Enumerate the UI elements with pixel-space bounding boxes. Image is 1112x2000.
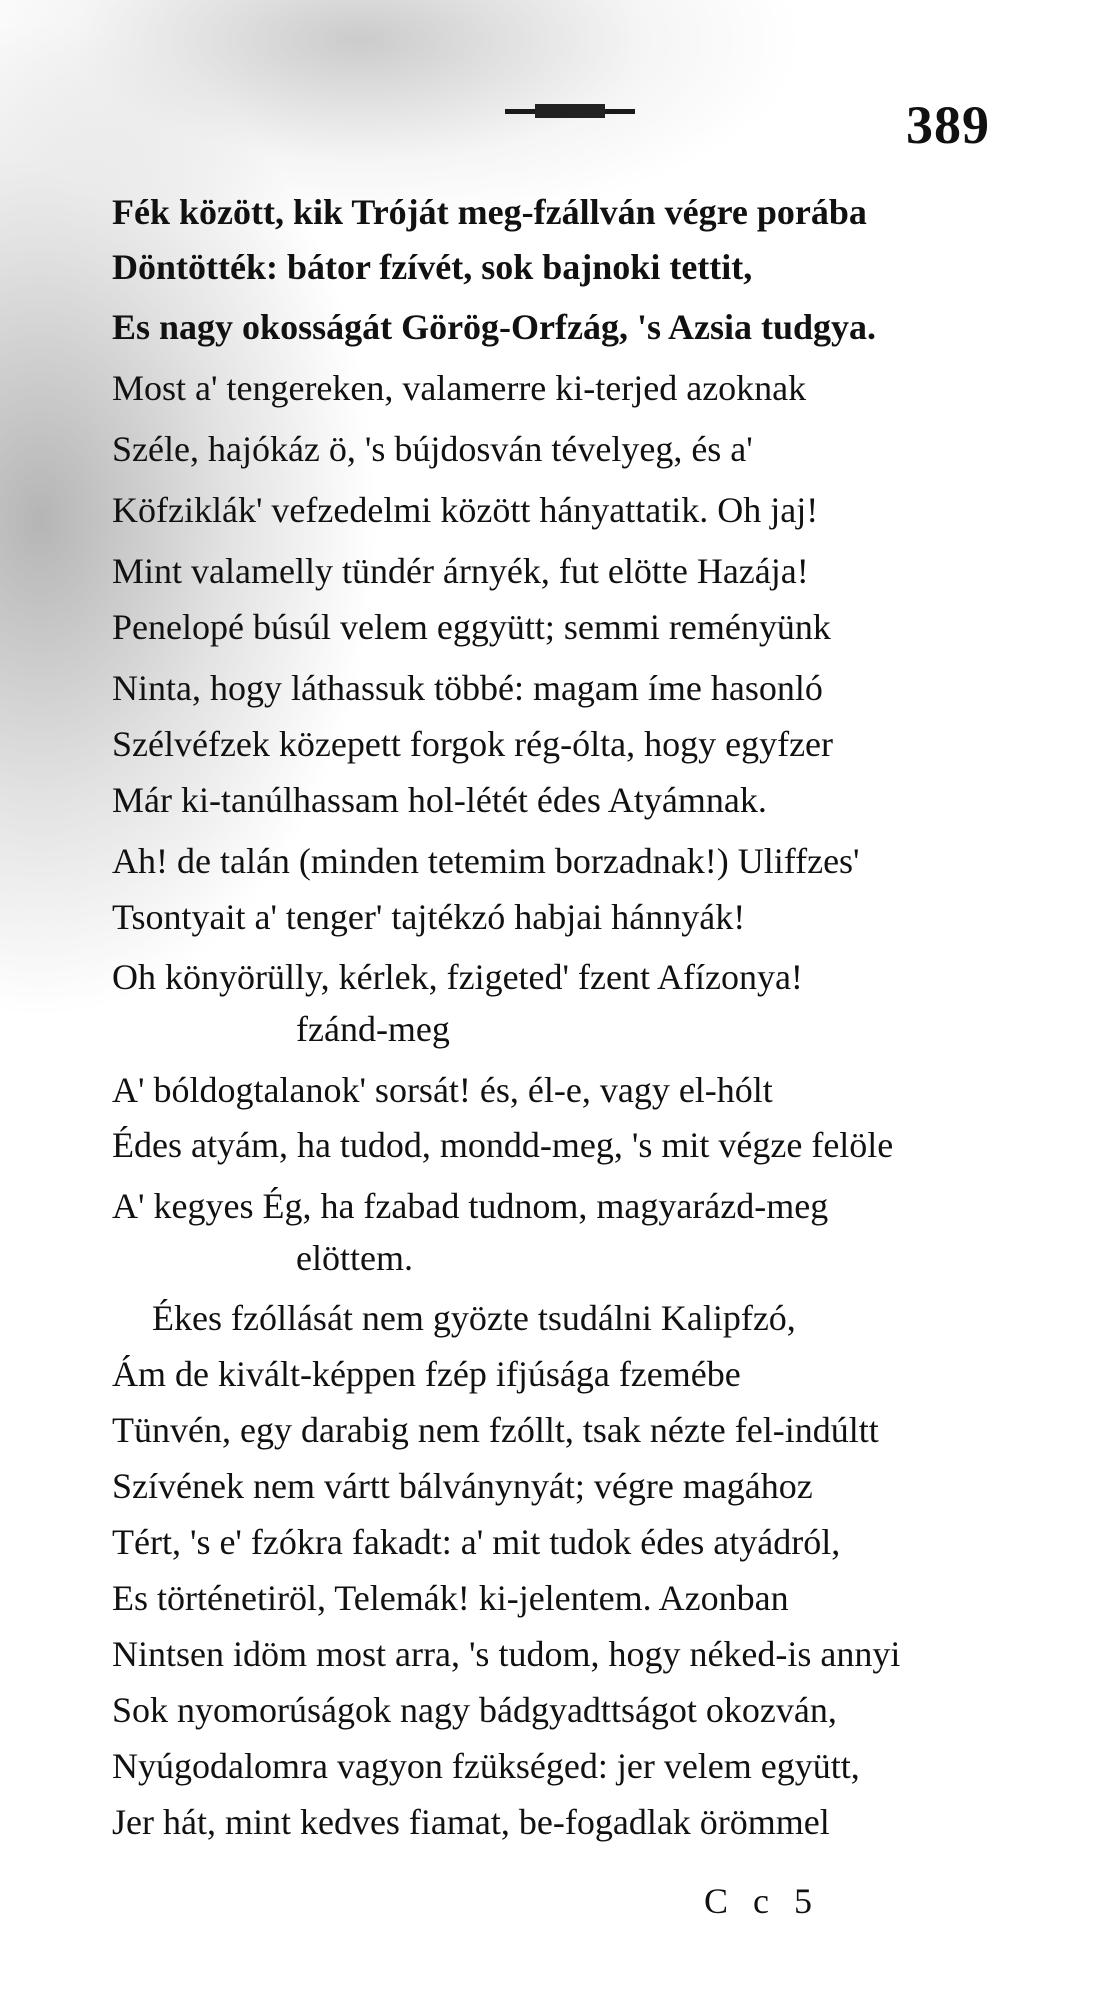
verse-line-16: Édes atyám, ha tudod, mondd-meg, 's mit végze felöle [112, 1125, 894, 1165]
verse-line-26: Nyúgodalomra vagyon fzükséged: jer velem együtt, [112, 1746, 860, 1786]
verse-line-19: Ám de kivált-képpen fzép ifjúsága fzemébe [112, 1354, 741, 1394]
verse-line-17-continuation: elöttem. [296, 1238, 413, 1278]
verse-line-17: A' kegyes Ég, ha fzabad tudnom, magyarázd-meg [112, 1186, 829, 1226]
verse-line-23: Es történetiröl, Telemák! ki-jelentem. Azonban [112, 1578, 789, 1618]
verse-line-22: Tért, 's e' fzókra fakadt: a' mit tudok édes atyádról, [112, 1522, 841, 1562]
verse-line-14-continuation: fzánd-meg [296, 1009, 450, 1049]
verse-line-18: Ékes fzóllását nem gyözte tsudálni Kalipfzó, [152, 1298, 796, 1338]
verse-line-14: Oh könyörülly, kérlek, fzigeted' fzent Afízonya! [112, 957, 803, 997]
verse-line-10: Szélvéfzek közepett forgok rég-ólta, hogy egyfzer [112, 724, 834, 764]
verse-line-25: Sok nyomorúságok nagy bádgyadttságot okozván, [112, 1690, 837, 1730]
header-ornament [505, 100, 635, 122]
verse-line-5: Széle, hajókáz ö, 's bújdosván tévelyeg, és a' [112, 429, 753, 469]
verse-line-4: Most a' tengereken, valamerre ki-terjed azoknak [112, 368, 807, 408]
verse-line-9: Ninta, hogy láthassuk többé: magam íme hasonló [112, 668, 823, 708]
verse-line-1: Fék között, kik Tróját meg-fzállván végre porába [112, 192, 867, 232]
verse-line-2: Döntötték: bátor fzívét, sok bajnoki tettit, [112, 247, 753, 287]
verse-line-8: Penelopé búsúl velem eggyütt; semmi reményünk [112, 607, 831, 647]
verse-line-12: Ah! de talán (minden tetemim borzadnak!) Uliffzes' [112, 841, 860, 881]
verse-line-13: Tsontyait a' tenger' tajtékzó habjai hánnyák! [112, 897, 746, 937]
signature-mark: C c 5 [704, 1881, 820, 1921]
verse-line-3: Es nagy okosságát Görög-Orfzág, 's Azsia tudgya. [112, 307, 877, 347]
verse-line-27: Jer hát, mint kedves fiamat, be-fogadlak örömmel [112, 1802, 830, 1842]
verse-line-15: A' bóldogtalanok' sorsát! és, él-e, vagy el-hólt [112, 1070, 773, 1110]
verse-line-20: Tünvén, egy darabig nem fzóllt, tsak nézte fel-indúltt [112, 1410, 879, 1450]
verse-line-11: Már ki-tanúlhassam hol-létét édes Atyámnak. [112, 780, 767, 820]
page-number: 389 [906, 95, 990, 155]
verse-line-6: Köfziklák' vefzedelmi között hányattatik. Oh jaj! [112, 490, 819, 530]
verse-line-24: Nintsen idöm most arra, 's tudom, hogy néked-is annyi [112, 1634, 901, 1674]
verse-line-21: Szívének nem vártt bálványnyát; végre magához [112, 1466, 813, 1506]
verse-line-7: Mint valamelly tündér árnyék, fut elötte Hazája! [112, 551, 809, 591]
